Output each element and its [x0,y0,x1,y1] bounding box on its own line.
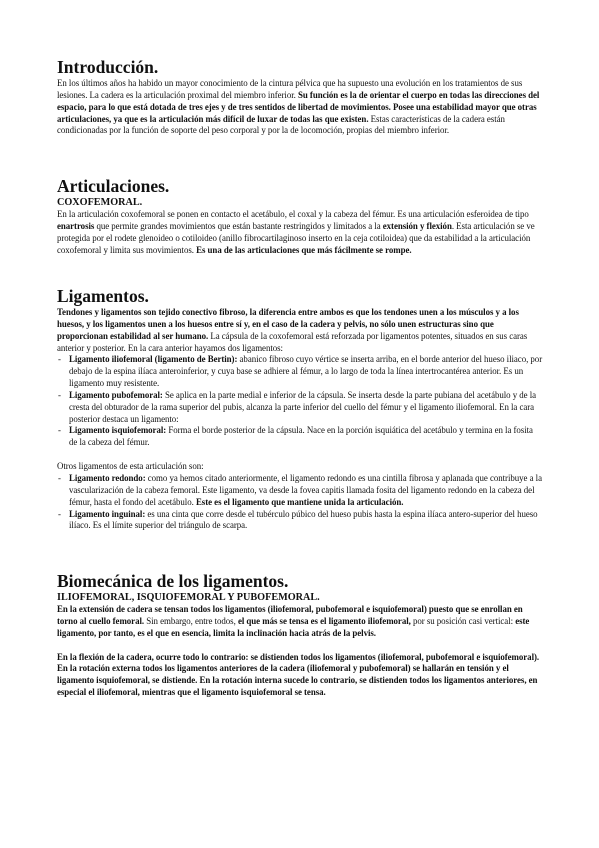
list-item-bold-end: Este es el ligamento que mantiene unida la articulación. [195,496,404,507]
intro-text: En los últimos años ha habido un mayor conocimiento de la cintura pélvica que ha supuesto una evolución en los tratamientos de sus lesiones. La cadera es la articulación proximal del miembro inferior. [57,78,523,100]
bold-run: el que más se tensa es el ligamento iliofemoral, [237,615,411,626]
ligamentos-intro-paragraph [57,307,543,354]
text-run: . Esta articulación se ve protegida por el rodete glenoideo o cotiloideo (anillo fibrocartilaginoso inserto en la ceja cotiloidea) que da estabilidad a la articulación coxofemoral y limita sus movimientos. [57,220,535,255]
list-item-term: Ligamento inguinal: [69,508,146,519]
section-title-articulaciones: Articulaciones. [57,176,170,196]
intro-paragraph [57,78,543,137]
bold-run: Es una de las articulaciones que más fácilmente se rompe. [196,244,412,255]
bold-run: En la extensión de cadera se tensan todos los ligamentos (iliofemoral, pubofemoral e isquiofemoral) puesto que se enrollan en torno al cuello femoral. [57,604,523,626]
bold-run: este ligamento, por tanto, es el que en esencia, limita la inclinación hacia atrás de la pelvis. [57,615,530,638]
list-item [57,473,543,509]
section-title-introduccion: Introducción. [57,57,159,77]
section-title-biomecanica: Biomecánica de los ligamentos. [57,571,289,591]
text-run: por su posición casi vertical: [410,615,516,626]
list-item-term: Ligamento pubofemoral: [69,389,163,400]
bold-run: extensión y flexión [382,220,452,231]
list-item-term: Ligamento iliofemoral (ligamento de Bertin): [69,354,238,365]
section-title-ligamentos: Ligamentos. [57,286,149,306]
list-item-text: Se aplica en la parte medial e inferior de la cápsula. Se inserta desde la parte pubiana del acetábulo y de la cresta del obturador de la rama superior del pubis, alcanza la parte inferior del cuello del fémur y el ligamento iliofemoral. En la cara posterior destaca un ligamento: [69,389,537,424]
subtitle-biomecanica: ILIOFEMORAL, ISQUIOFEMORAL Y PUBOFEMORAL. [57,592,320,603]
text-run: Sin embargo, entre todos, [144,615,238,626]
section-ligamentos [57,285,543,532]
list-item-term: Ligamento isquiofemoral: [69,425,167,436]
section-biomecanica [57,570,543,699]
bold-run: En la flexión de la cadera, ocurre todo lo contrario: se distienden todos los ligamentos (iliofemoral, pubofemoral e isquiofemoral). En la rotación externa todos los ligamentos anteriores de la cadera (iliofemoral y pubofemoral) se hallarán en tensión y el ligamento isquiofemoral, se distiende. En la rotación interna sucede lo contrario, se distienden todos los ligamentos anteriores, en especial el iliofemoral, mientras que el ligamento isquiofemoral se tensa. [57,651,540,698]
section-introduccion [57,56,543,137]
list-item-term: Ligamento redondo: [69,472,146,483]
list-item-text: abanico fibroso cuyo vértice se inserta arriba, en el borde anterior del hueso iliaco, por debajo de la espina ilíaca anteroinferior, y cuya base se adhiere al fémur, a lo largo de toda la línea intertrocantérea anterior. Es un ligamento muy resistente. [69,354,543,389]
intro-bold-text: Su función es la de orientar el cuerpo en todas las direcciones del espacio, para lo que está dotada de tres ejes y de tres sentidos de libertad de movimientos. Posee una estabilidad mayor que otras articulaciones, ya que es la articulación más difícil de luxar de todas las que existen. [57,89,540,124]
text-run: En la articulación coxofemoral se ponen en contacto el acetábulo, el coxal y la cabeza del fémur. Es una articulación esferoidea de tipo [57,209,529,219]
otros-ligamentos-text: Otros ligamentos de esta articulación son: [57,461,204,472]
biomecanica-paragraph-extension [57,604,543,640]
text-run: que permite grandes movimientos que están bastante restringidos y limitados a la [94,220,383,231]
bold-run: Tendones y ligamentos son tejido conectivo fibroso, la diferencia entre ambos es que los tendones unen a los músculos y a los huesos, y los ligamentos unen a los huesos entre sí y, en el caso de la cadera y pelvis, no sólo unen estructuras sino que proporcionan estabilidad al ser humano. [57,307,519,341]
subtitle-coxofemoral: COXOFEMORAL. [57,197,143,208]
articulaciones-paragraph [57,209,543,256]
text-run: La cápsula de la coxofemoral está reforzada por ligamentos potentes, situados en sus caras anterior y posterior. En la cara anterior hayamos dos ligamentos: [57,330,528,353]
list-item [57,509,543,533]
intro-text-end: Estas características de la cadera están condicionadas por la función de soporte del peso corporal y por la de locomoción, propias del miembro inferior. [57,113,505,136]
list-item [57,425,543,449]
bold-run: enartrosis [57,220,95,231]
list-item-text: como ya hemos citado anteriormente, el ligamento redondo es una cintilla fibrosa y aplanada que contribuye a la vascularización de la cabeza femoral. Este ligamento, va desde la fovea capitis llamada fosita del ligamento redondo en la cabeza del fémur, hasta el fondo del acetábulo. [69,472,542,507]
ligamentos-list-anterior [57,354,543,449]
list-item-text: Forma el borde posterior de la cápsula. Nace en la porción isquiática del acetábulo y termina en la fosita de la cabeza del fémur. [69,425,533,448]
ligamentos-list-otros [57,473,543,532]
list-item-text: es una cinta que corre desde el tubérculo púbico del hueso pubis hasta la espina ilíaca antero-superior del hueso ilíaco. Es el límite superior del triángulo de scarpa. [69,508,538,531]
section-articulaciones [57,175,543,256]
list-item [57,354,543,390]
list-item [57,390,543,426]
biomecanica-paragraph-flexion [57,652,543,699]
